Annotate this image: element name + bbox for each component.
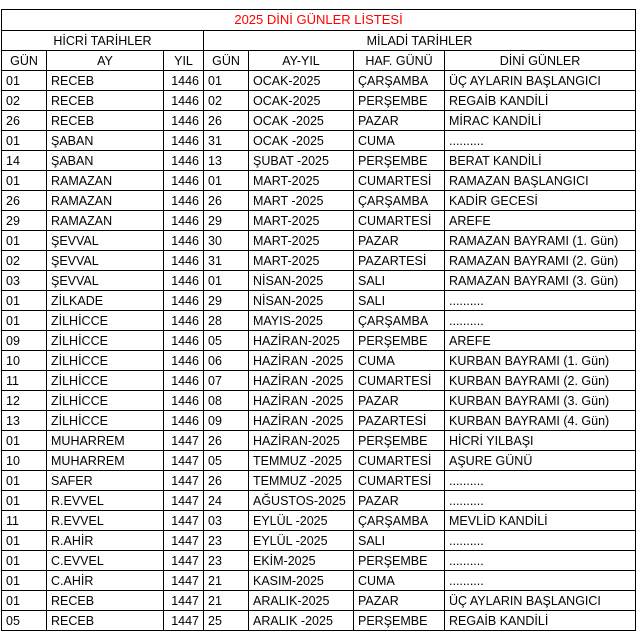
miladi-month-year-cell: ARALIK-2025 (249, 591, 354, 611)
miladi-month-year-cell: TEMMUZ -2025 (249, 451, 354, 471)
miladi-month-year-cell: HAZİRAN-2025 (249, 331, 354, 351)
table-row (2, 111, 636, 131)
table-row (2, 591, 636, 611)
hicri-day-cell: 01 (2, 471, 47, 491)
table-row (2, 171, 636, 191)
table-row (2, 331, 636, 351)
hicri-year-cell: 1446 (164, 231, 204, 251)
hicri-month-cell: SAFER (47, 471, 164, 491)
hicri-month-cell: R.EVVEL (47, 491, 164, 511)
miladi-month-year-cell: OCAK -2025 (249, 111, 354, 131)
weekday-cell: ÇARŞAMBA (354, 511, 445, 531)
hicri-year-cell: 1446 (164, 191, 204, 211)
col-header-haf-gunu: HAF. GÜNÜ (354, 51, 445, 71)
hicri-month-cell: MUHARREM (47, 431, 164, 451)
holiday-sheet (1, 9, 635, 631)
miladi-month-year-cell: NİSAN-2025 (249, 291, 354, 311)
table-row (2, 191, 636, 211)
hicri-day-cell: 12 (2, 391, 47, 411)
religious-day-cell: REGAİB KANDİLİ (445, 611, 636, 631)
table-row (2, 511, 636, 531)
weekday-cell: CUMARTESİ (354, 171, 445, 191)
weekday-cell: PAZAR (354, 591, 445, 611)
miladi-day-cell: 23 (204, 531, 249, 551)
hicri-year-cell: 1446 (164, 351, 204, 371)
hicri-month-cell: ZİLHİCCE (47, 351, 164, 371)
table-row (2, 91, 636, 111)
hicri-month-cell: RAMAZAN (47, 191, 164, 211)
miladi-month-year-cell: KASIM-2025 (249, 571, 354, 591)
weekday-cell: ÇARŞAMBA (354, 191, 445, 211)
weekday-cell: CUMARTESİ (354, 471, 445, 491)
religious-day-cell: .......... (445, 551, 636, 571)
hicri-group-header: HİCRİ TARİHLER (2, 31, 204, 51)
religious-day-cell: REGAİB KANDİLİ (445, 91, 636, 111)
hicri-year-cell: 1446 (164, 391, 204, 411)
hicri-month-cell: RECEB (47, 591, 164, 611)
miladi-month-year-cell: HAZİRAN -2025 (249, 371, 354, 391)
hicri-year-cell: 1446 (164, 371, 204, 391)
miladi-month-year-cell: TEMMUZ -2025 (249, 471, 354, 491)
table-row (2, 291, 636, 311)
table-row (2, 311, 636, 331)
weekday-cell: CUMARTESİ (354, 211, 445, 231)
miladi-day-cell: 26 (204, 191, 249, 211)
miladi-day-cell: 26 (204, 471, 249, 491)
religious-day-cell: ÜÇ AYLARIN BAŞLANGICI (445, 71, 636, 91)
weekday-cell: ÇARŞAMBA (354, 71, 445, 91)
table-row (2, 231, 636, 251)
miladi-day-cell: 13 (204, 151, 249, 171)
religious-day-cell: .......... (445, 131, 636, 151)
weekday-cell: PAZAR (354, 491, 445, 511)
weekday-cell: PAZARTESİ (354, 251, 445, 271)
miladi-day-cell: 08 (204, 391, 249, 411)
miladi-month-year-cell: MART-2025 (249, 231, 354, 251)
hicri-day-cell: 01 (2, 71, 47, 91)
miladi-day-cell: 01 (204, 71, 249, 91)
religious-day-cell: .......... (445, 571, 636, 591)
hicri-year-cell: 1447 (164, 571, 204, 591)
weekday-cell: CUMARTESİ (354, 371, 445, 391)
hicri-day-cell: 01 (2, 431, 47, 451)
miladi-day-cell: 24 (204, 491, 249, 511)
weekday-cell: PERŞEMBE (354, 151, 445, 171)
hicri-year-cell: 1447 (164, 551, 204, 571)
miladi-day-cell: 21 (204, 591, 249, 611)
religious-day-cell: AŞURE GÜNÜ (445, 451, 636, 471)
table-row (2, 211, 636, 231)
hicri-month-cell: ZİLHİCCE (47, 371, 164, 391)
table-row (2, 71, 636, 91)
table-row (2, 451, 636, 471)
miladi-day-cell: 29 (204, 211, 249, 231)
religious-day-cell: KURBAN BAYRAMI (2. Gün) (445, 371, 636, 391)
hicri-day-cell: 03 (2, 271, 47, 291)
weekday-cell: SALI (354, 291, 445, 311)
miladi-month-year-cell: OCAK -2025 (249, 131, 354, 151)
religious-day-cell: AREFE (445, 331, 636, 351)
hicri-year-cell: 1446 (164, 171, 204, 191)
group-header-row (2, 31, 636, 51)
miladi-month-year-cell: HAZİRAN -2025 (249, 391, 354, 411)
weekday-cell: PERŞEMBE (354, 551, 445, 571)
miladi-day-cell: 29 (204, 291, 249, 311)
hicri-day-cell: 29 (2, 211, 47, 231)
hicri-year-cell: 1447 (164, 471, 204, 491)
religious-day-cell: KURBAN BAYRAMI (3. Gün) (445, 391, 636, 411)
hicri-day-cell: 09 (2, 331, 47, 351)
table-row (2, 391, 636, 411)
miladi-month-year-cell: MART-2025 (249, 171, 354, 191)
miladi-month-year-cell: OCAK-2025 (249, 71, 354, 91)
table-row (2, 491, 636, 511)
table-row (2, 411, 636, 431)
hicri-year-cell: 1447 (164, 431, 204, 451)
hicri-day-cell: 11 (2, 511, 47, 531)
miladi-month-year-cell: MAYIS-2025 (249, 311, 354, 331)
religious-day-cell: .......... (445, 491, 636, 511)
hicri-day-cell: 01 (2, 551, 47, 571)
weekday-cell: PERŞEMBE (354, 331, 445, 351)
miladi-month-year-cell: HAZİRAN-2025 (249, 431, 354, 451)
hicri-day-cell: 01 (2, 571, 47, 591)
hicri-year-cell: 1446 (164, 411, 204, 431)
col-header-dini-gunler: DİNİ GÜNLER (445, 51, 636, 71)
miladi-day-cell: 02 (204, 91, 249, 111)
miladi-day-cell: 26 (204, 431, 249, 451)
hicri-year-cell: 1447 (164, 591, 204, 611)
table-row (2, 471, 636, 491)
miladi-month-year-cell: EYLÜL -2025 (249, 531, 354, 551)
table-row (2, 271, 636, 291)
hicri-day-cell: 05 (2, 611, 47, 631)
hicri-day-cell: 02 (2, 251, 47, 271)
hicri-month-cell: ZİLHİCCE (47, 331, 164, 351)
hicri-day-cell: 01 (2, 171, 47, 191)
religious-day-cell: .......... (445, 291, 636, 311)
hicri-year-cell: 1446 (164, 271, 204, 291)
hicri-day-cell: 01 (2, 591, 47, 611)
hicri-month-cell: ZİLHİCCE (47, 411, 164, 431)
miladi-day-cell: 23 (204, 551, 249, 571)
hicri-month-cell: RECEB (47, 111, 164, 131)
hicri-month-cell: ŞEVVAL (47, 251, 164, 271)
title-row (2, 10, 636, 31)
hicri-day-cell: 01 (2, 491, 47, 511)
hicri-month-cell: RAMAZAN (47, 211, 164, 231)
col-header-miladi-gun: GÜN (204, 51, 249, 71)
miladi-day-cell: 01 (204, 171, 249, 191)
weekday-cell: PAZAR (354, 111, 445, 131)
miladi-day-cell: 30 (204, 231, 249, 251)
weekday-cell: PAZARTESİ (354, 411, 445, 431)
miladi-month-year-cell: MART -2025 (249, 191, 354, 211)
weekday-cell: CUMARTESİ (354, 451, 445, 471)
religious-day-cell: MİRAC KANDİLİ (445, 111, 636, 131)
hicri-year-cell: 1447 (164, 511, 204, 531)
table-title: 2025 DİNİ GÜNLER LİSTESİ (2, 10, 636, 31)
weekday-cell: ÇARŞAMBA (354, 311, 445, 331)
hicri-month-cell: C.EVVEL (47, 551, 164, 571)
table-row (2, 151, 636, 171)
hicri-day-cell: 10 (2, 451, 47, 471)
hicri-year-cell: 1446 (164, 251, 204, 271)
table-row (2, 351, 636, 371)
miladi-day-cell: 06 (204, 351, 249, 371)
table-row (2, 571, 636, 591)
hicri-month-cell: ZİLHİCCE (47, 311, 164, 331)
table-row (2, 551, 636, 571)
miladi-month-year-cell: NİSAN-2025 (249, 271, 354, 291)
col-header-hicri-yil: YIL (164, 51, 204, 71)
hicri-day-cell: 02 (2, 91, 47, 111)
miladi-day-cell: 21 (204, 571, 249, 591)
miladi-day-cell: 31 (204, 131, 249, 151)
hicri-month-cell: MUHARREM (47, 451, 164, 471)
hicri-day-cell: 10 (2, 351, 47, 371)
miladi-month-year-cell: HAZİRAN -2025 (249, 351, 354, 371)
column-header-row (2, 51, 636, 71)
religious-day-cell: AREFE (445, 211, 636, 231)
hicri-year-cell: 1447 (164, 491, 204, 511)
hicri-year-cell: 1447 (164, 531, 204, 551)
hicri-year-cell: 1446 (164, 71, 204, 91)
hicri-month-cell: RECEB (47, 91, 164, 111)
miladi-day-cell: 09 (204, 411, 249, 431)
religious-day-cell: RAMAZAN BAYRAMI (2. Gün) (445, 251, 636, 271)
miladi-day-cell: 28 (204, 311, 249, 331)
holiday-table (1, 9, 636, 631)
miladi-month-year-cell: HAZİRAN -2025 (249, 411, 354, 431)
miladi-month-year-cell: MART-2025 (249, 211, 354, 231)
hicri-year-cell: 1446 (164, 111, 204, 131)
weekday-cell: PERŞEMBE (354, 431, 445, 451)
table-row (2, 251, 636, 271)
religious-day-cell: KURBAN BAYRAMI (4. Gün) (445, 411, 636, 431)
hicri-month-cell: ŞABAN (47, 131, 164, 151)
hicri-month-cell: RAMAZAN (47, 171, 164, 191)
table-row (2, 371, 636, 391)
religious-day-cell: KURBAN BAYRAMI (1. Gün) (445, 351, 636, 371)
hicri-year-cell: 1447 (164, 451, 204, 471)
hicri-month-cell: ŞEVVAL (47, 271, 164, 291)
hicri-month-cell: R.AHİR (47, 531, 164, 551)
hicri-year-cell: 1446 (164, 131, 204, 151)
col-header-hicri-ay: AY (47, 51, 164, 71)
hicri-day-cell: 01 (2, 311, 47, 331)
col-header-ay-yil: AY-YIL (249, 51, 354, 71)
hicri-year-cell: 1446 (164, 311, 204, 331)
col-header-hicri-gun: GÜN (2, 51, 47, 71)
religious-day-cell: HİCRİ YILBAŞI (445, 431, 636, 451)
religious-day-cell: .......... (445, 471, 636, 491)
miladi-month-year-cell: ARALIK -2025 (249, 611, 354, 631)
hicri-month-cell: R.EVVEL (47, 511, 164, 531)
hicri-day-cell: 14 (2, 151, 47, 171)
miladi-month-year-cell: ŞUBAT -2025 (249, 151, 354, 171)
hicri-month-cell: ZİLKADE (47, 291, 164, 311)
miladi-day-cell: 26 (204, 111, 249, 131)
hicri-day-cell: 01 (2, 531, 47, 551)
hicri-day-cell: 01 (2, 131, 47, 151)
hicri-year-cell: 1446 (164, 211, 204, 231)
hicri-year-cell: 1446 (164, 91, 204, 111)
table-row (2, 131, 636, 151)
miladi-month-year-cell: EKİM-2025 (249, 551, 354, 571)
hicri-year-cell: 1446 (164, 151, 204, 171)
weekday-cell: CUMA (354, 351, 445, 371)
weekday-cell: PERŞEMBE (354, 91, 445, 111)
hicri-day-cell: 13 (2, 411, 47, 431)
hicri-month-cell: ZİLHİCCE (47, 391, 164, 411)
religious-day-cell: RAMAZAN BAYRAMI (3. Gün) (445, 271, 636, 291)
miladi-day-cell: 25 (204, 611, 249, 631)
weekday-cell: SALI (354, 531, 445, 551)
hicri-year-cell: 1447 (164, 611, 204, 631)
religious-day-cell: RAMAZAN BAYRAMI (1. Gün) (445, 231, 636, 251)
hicri-year-cell: 1446 (164, 291, 204, 311)
religious-day-cell: .......... (445, 531, 636, 551)
hicri-year-cell: 1446 (164, 331, 204, 351)
miladi-day-cell: 31 (204, 251, 249, 271)
miladi-day-cell: 05 (204, 451, 249, 471)
miladi-day-cell: 05 (204, 331, 249, 351)
religious-day-cell: .......... (445, 311, 636, 331)
hicri-day-cell: 11 (2, 371, 47, 391)
miladi-month-year-cell: AĞUSTOS-2025 (249, 491, 354, 511)
miladi-month-year-cell: MART-2025 (249, 251, 354, 271)
hicri-day-cell: 01 (2, 291, 47, 311)
religious-day-cell: MEVLİD KANDİLİ (445, 511, 636, 531)
religious-day-cell: BERAT KANDİLİ (445, 151, 636, 171)
hicri-month-cell: ŞEVVAL (47, 231, 164, 251)
table-row (2, 611, 636, 631)
hicri-month-cell: C.AHİR (47, 571, 164, 591)
hicri-day-cell: 26 (2, 111, 47, 131)
hicri-month-cell: RECEB (47, 611, 164, 631)
religious-day-cell: ÜÇ AYLARIN BAŞLANGICI (445, 591, 636, 611)
hicri-day-cell: 26 (2, 191, 47, 211)
miladi-day-cell: 01 (204, 271, 249, 291)
table-row (2, 431, 636, 451)
miladi-month-year-cell: EYLÜL -2025 (249, 511, 354, 531)
miladi-day-cell: 07 (204, 371, 249, 391)
table-body (2, 71, 636, 631)
weekday-cell: PAZAR (354, 231, 445, 251)
miladi-group-header: MİLADİ TARİHLER (204, 31, 636, 51)
weekday-cell: PERŞEMBE (354, 611, 445, 631)
miladi-month-year-cell: OCAK-2025 (249, 91, 354, 111)
table-row (2, 531, 636, 551)
weekday-cell: CUMA (354, 571, 445, 591)
weekday-cell: PAZAR (354, 391, 445, 411)
weekday-cell: CUMA (354, 131, 445, 151)
hicri-month-cell: ŞABAN (47, 151, 164, 171)
miladi-day-cell: 03 (204, 511, 249, 531)
religious-day-cell: RAMAZAN BAŞLANGICI (445, 171, 636, 191)
weekday-cell: SALI (354, 271, 445, 291)
hicri-month-cell: RECEB (47, 71, 164, 91)
religious-day-cell: KADİR GECESİ (445, 191, 636, 211)
hicri-day-cell: 01 (2, 231, 47, 251)
